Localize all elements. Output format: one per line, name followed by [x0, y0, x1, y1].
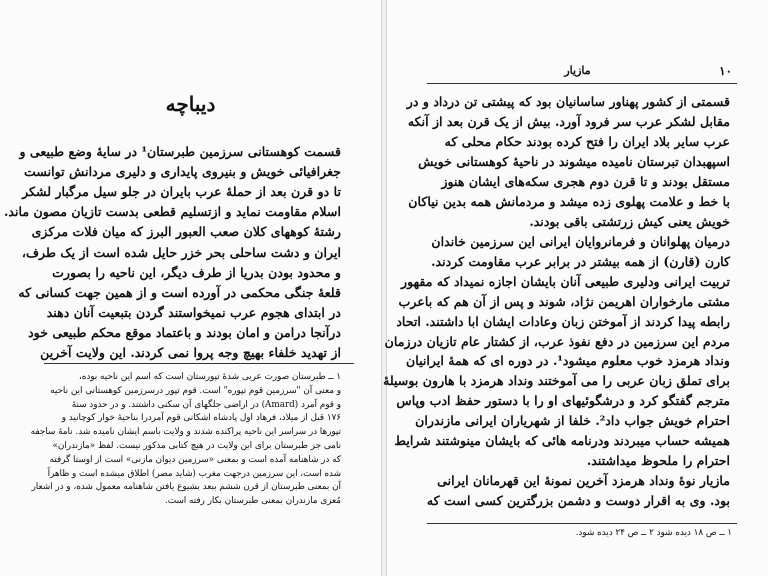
running-header-title: مازیار [564, 64, 591, 77]
text-line: مازیار نوهٔ ونداد هرمزد آخرین نمونهٔ این قهرمانان ایرانی [437, 473, 730, 488]
text-line: و محدود بودن بدریا از طرف دیگر، این ناحیه را بصورت [52, 264, 341, 280]
text-line: قلعهٔ جنگی محکمی در آورده است و از همین جهت کسانی که [18, 284, 341, 300]
text-line: از تهدید خلفاء بهیچ وجه پروا نمی کردند. این ولایت آخرین [40, 345, 341, 360]
header-rule [427, 83, 737, 84]
text-line: درآنجا درامن و امان بودند و باعتماد موقع محکم طبیعی خود [28, 324, 341, 340]
text-line: قسمت کوهستانی سرزمین طبرستان¹ در سایهٔ وضع طبیعی و [19, 144, 341, 159]
footnote-line: و معنی آن "سرزمین قوم تپوره" است. قوم تپور درسرزمین کوهستانی این ناحیه [50, 385, 341, 396]
text-line: برای تملق زبان عربی را می آموختند ونداد هرمزد با هارون بوسیلهٔ [383, 373, 730, 389]
text-line: با خط و علامت پهلوی زده میشد و مردمانش همه بدین نیاکان [408, 194, 730, 209]
text-line: مقابل لشکر عرب سر فرود آورد. بیش از یک قرن بعد از آنکه [407, 114, 730, 129]
right-page [383, 0, 768, 576]
right-footnote: ۱ ــ ص ۱۸ دیده شود ۲ ــ ص ۲۴ دیده شود. [575, 528, 732, 538]
page-number: ۱۰ [719, 64, 732, 78]
text-line: احترام خویش جواب داد². خلفا از شهریاران ایرانی مازندران [415, 413, 730, 429]
footnote-rule [44, 363, 354, 364]
left-page [0, 0, 381, 576]
text-line: تا دو قرن بعد از حملهٔ عرب بایران در جلو سیل مرگبار لشکر [22, 184, 341, 200]
text-line: ایران و دشت ساحلی بحر خزر حایل شده است از یک طرف، [21, 244, 341, 260]
text-line: مترجم گفتگو کرد و درشگوئیهای او را با دستور حفظ ادب وپاس [396, 393, 730, 409]
footnote-line: که در شاهنامه آمده است و بمعنی «سرزمین دیوان مازنی» است از اوستا گرفته [49, 454, 341, 465]
text-line: همیشه حساب میبردند ودرنامه هائی که بایشان مینوشتند شرایط [394, 433, 730, 448]
text-line: تربیت ایرانی ودلیری طبیعی آنان بایشان اجازه نمیداد که مقهور [401, 273, 730, 289]
footnote-line: نامی جز طبرستان برای این ولایت در هیچ کتابی مذکور نیست. لفظ «مازندران» [52, 441, 341, 451]
text-line: در ابتدای هجوم عرب نمیخواستند گردن بتبعیت آنان دهند [46, 304, 341, 320]
footnote-line: آن بمعنی طبرستان از قرن ششم ببعد بشیوع یافتن شاهنامه معمول شده، و در اشعار [31, 482, 341, 493]
footnote-rule [427, 523, 737, 524]
text-line: مشتی مارخواران اهریمن نژاد، شوند و پس از آن هم که باعرب [398, 293, 730, 309]
footnote-line: مُعزی مازندران بمعنی طبرستان بکار رفته است. [164, 496, 341, 507]
footnote-line: ۱ ــ طبرستان صورت عربی شدهٔ تپورستان است که اسم این ناحیه بوده، [78, 372, 341, 382]
text-line: رشتهٔ کوههای کلان صعب العبور البرز که میان فلات مرکزی [31, 224, 341, 240]
text-line: رابطه پیدا کردند از آموختن زبان وعادات ایشان ابا داشتند. اتحاد [396, 313, 730, 329]
text-line: کارن (قارن) از همه بیشتر در برابر عرب مقاومت کردند. [431, 253, 730, 269]
text-line: درمیان پهلوانان و فرمانروایان ایرانی این سرزمین خاندان [431, 234, 730, 249]
text-line: احترام را ملحوظ میداشتند. [586, 452, 730, 468]
footnote-line: شده است، این سرزمین درجهت مغرب (شاید مصر) اطلاق میشده است و ظاهراً [47, 468, 341, 479]
text-line: اسلام مقاومت نماید و ازتسلیم قطعی بدست تازیان مصون ماند. [4, 204, 341, 220]
text-line: خویش یعنی کیش زرتشتی باقی بودند. [529, 214, 730, 229]
footnote-line: ۱۷۶ قبل از میلاد، فرهاد اول پادشاه اشکانی قوم آمردرا بناحیهٔ خوار کوچانید و [61, 413, 341, 424]
text-line: بود. وی به اقرار دوست و دشمن بزرگترین کسی است که [426, 493, 730, 508]
text-line: اسپهبدان تبرستان نامیده میشوند در ناحیهٔ کوهستانی خویش [418, 154, 730, 169]
text-line: جغرافیائی خویش و بنیروی پایداری و دلیری مردانش توانست [24, 164, 341, 180]
footnote-line: تپورها در سراسر این ناحیه پراکنده شدند و ولایت باسم ایشان نامیده شد. نامهٔ ساجفه [30, 427, 341, 438]
text-line: عرب سایر بلاد ایران را فتح کرده بودند حکام محلی که [444, 134, 730, 149]
text-line: مردم این سرزمین در دفع نفوذ عرب، از کشتار عام تازیان درزمان [384, 333, 730, 349]
text-line: مستقل بودند و تا قرن دوم هجری سکه‌های ایشان هنوز [441, 174, 730, 189]
footnote-line: و قوم آمرد (Amard) در اراضی جلگهای آن سکنی داشتند. و در حدود سنهٔ [71, 399, 341, 410]
text-line: قسمتی از کشور پهناور ساسانیان بود که پیشتی تن درداد و در [406, 94, 730, 109]
text-line: ونداد هرمزد خوب معلوم میشود¹. در دوره ای که همهٔ ایرانیان [406, 353, 730, 369]
preface-title: دیباچه [165, 92, 216, 116]
